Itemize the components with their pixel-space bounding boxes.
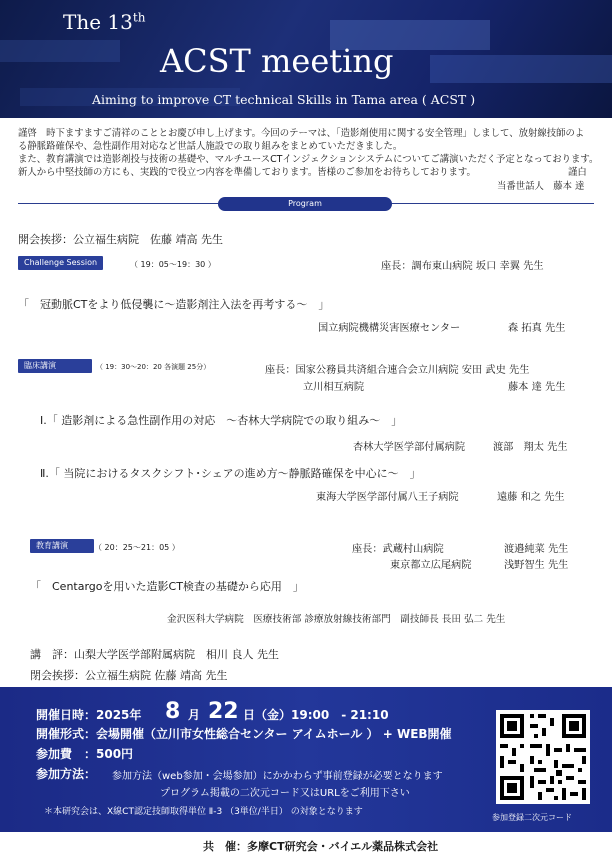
- education-talk-title: 「 Centargoを用いた造影CT検査の基礎から応用 」: [30, 580, 304, 593]
- challenge-speaker-org: 国立病院機構災害医療センター: [318, 323, 461, 334]
- education-time: （ 20：25～21：05 ）: [94, 543, 180, 552]
- intro-line-1: 謹啓 時下ますますご清祥のこととお慶び申し上げます。今回のテーマは、「造影剤使用に関する安全管理」しまして、放射線技師のよ: [18, 128, 585, 139]
- clinical-talk-2-org: 東海大学医学部付属八王子病院: [316, 492, 459, 503]
- challenge-chair: 座長：調布東山病院 坂口 幸翼 先生: [381, 261, 544, 272]
- challenge-speaker: 森 拓真 先生: [508, 323, 566, 334]
- education-chair-1: 渡邉純菜 先生: [504, 544, 569, 555]
- registration-qr-code[interactable]: [496, 710, 590, 804]
- education-chair-1-org: 座長：武蔵村山病院: [352, 544, 444, 555]
- sponsor-text: 共 催：多摩CT研究会・バイエル薬品株式会社: [203, 840, 439, 853]
- intro-line-2: る静脈路確保や、急性副作用対応など世話人施設での取り組みをまとめていただきました。: [18, 141, 403, 152]
- clinical-time: （ 19：30～20：20 各演題 25分）: [96, 363, 211, 371]
- clinical-talk-1-org: 杏林大学医学部付属病院: [353, 442, 466, 453]
- event-format: 開催形式：会場開催（立川市女性総合センター アイムホール ） + WEB開催: [36, 727, 452, 741]
- program-label: Program: [218, 197, 392, 211]
- education-speaker: 金沢医科大学病院 医療技術部 診療放射線技術部門 副技師長 長田 弘二 先生: [167, 614, 506, 625]
- meeting-title: ACST meeting: [160, 42, 394, 80]
- intro-closing: 謹白: [568, 167, 587, 178]
- education-lecture-badge: 教育講演: [30, 539, 94, 553]
- opening-remarks: 開会挨拶：公立福生病院 佐藤 靖高 先生: [18, 233, 223, 246]
- challenge-talk-title: 「 冠動脈CTをより低侵襲に～造影剤注入法を再考する～ 」: [18, 298, 330, 311]
- date-day: 22: [208, 699, 239, 724]
- qr-caption: 参加登録二次元コード: [492, 813, 572, 822]
- meeting-subtitle: Aiming to improve CT technical Skills in Tama area ( ACST ): [92, 92, 476, 107]
- date-month: 8: [165, 699, 181, 724]
- participation-fee: 参加費 ：500円: [36, 747, 134, 761]
- review-remarks: 講 評：山梨大学医学部附属病院 相川 良人 先生: [30, 648, 279, 661]
- sponsor-bar: [0, 832, 612, 858]
- challenge-time: （ 19：05～19：30 ）: [130, 260, 216, 269]
- header-banner: [0, 0, 612, 118]
- method-label: 参加方法：: [36, 767, 97, 781]
- method-line-2: プログラム掲載の二次元コード又はURLをご利用下さい: [160, 788, 410, 799]
- edition-label: The 13th: [63, 10, 146, 34]
- clinical-chair-2: 藤本 達 先生: [508, 382, 566, 393]
- date-month-unit: 月: [188, 708, 201, 722]
- clinical-talk-1-speaker: 渡部 翔太 先生: [493, 442, 568, 453]
- education-chair-2: 浅野智生 先生: [504, 560, 569, 571]
- clinical-lecture-badge: 臨床講演: [18, 359, 92, 373]
- credit-note: ＊本研究会は、X線CT認定技師取得単位 Ⅱ-3 （3単位/半日） の対象となります: [44, 807, 363, 817]
- intro-line-3: また、教育講演では造影剤投与技術の基礎や、マルチユースCTインジェクションシステムについてご講演いただく予定となっております。: [18, 154, 599, 165]
- date-day-time: 日（金）19:00 - 21:10: [243, 708, 389, 722]
- clinical-talk-2-speaker: 遠藤 和之 先生: [497, 492, 565, 503]
- clinical-talk-1-title: Ⅰ.「 造影剤による急性副作用の対応 ～杏林大学病院での取り組み～ 」: [40, 414, 403, 427]
- clinical-talk-2-title: Ⅱ.「 当院におけるタスクシフト･シェアの進め方～静脈路確保を中心に～ 」: [40, 467, 421, 480]
- organizer-name: 当番世話人 藤本 達: [497, 181, 585, 192]
- challenge-session-badge: Challenge Session: [18, 256, 103, 270]
- clinical-chair-2-org: 立川相互病院: [303, 382, 365, 393]
- date-label: 開催日時：2025年: [36, 708, 142, 722]
- method-line-1: 参加方法（web参加・会場参加）にかかわらず事前登録が必要となります: [112, 771, 443, 782]
- intro-line-4: 新人から中堅技師の方にも、実践的で役立つ内容を準備しております。皆様のご参加をお待ちしております。: [18, 167, 476, 178]
- closing-remarks: 閉会挨拶：公立福生病院 佐藤 靖高 先生: [30, 669, 228, 682]
- clinical-chair-1: 座長：国家公務員共済組合連合会立川病院 安田 武史 先生: [265, 365, 530, 376]
- education-chair-2-org: 東京都立広尾病院: [390, 560, 472, 571]
